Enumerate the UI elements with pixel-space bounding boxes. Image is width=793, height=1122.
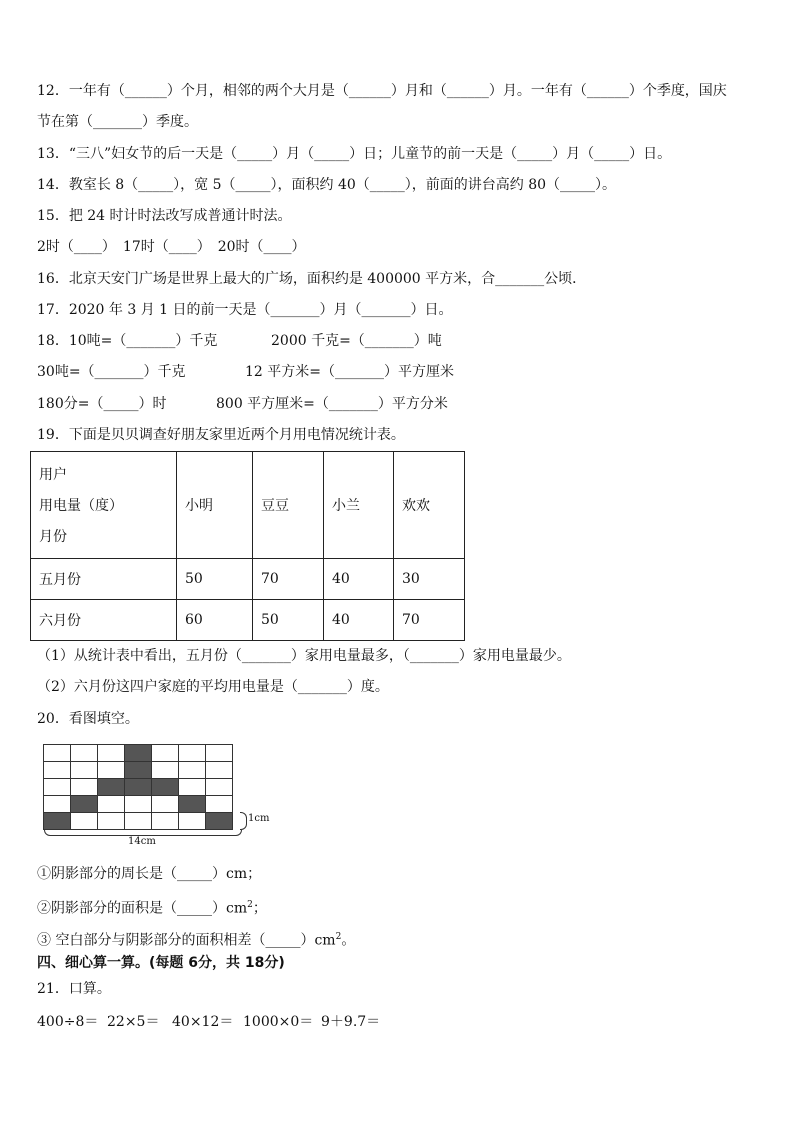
q15-items: 2时（____） 17时（____） 20时（____） [37, 239, 306, 255]
shaded-cell [205, 812, 233, 830]
blank-cell [178, 812, 206, 830]
cell-value: 70 [394, 600, 465, 641]
q20-sub3 [37, 928, 355, 950]
q21-title: 21．口算。 [37, 981, 111, 997]
table-row [31, 600, 465, 641]
q20-sub2 [37, 896, 267, 918]
blank-cell [97, 761, 125, 779]
q19-sub1: （1）从统计表中看出，五月份（_______）家用电量最多，（_______）家用电量最少。 [37, 648, 571, 664]
section-heading: 四、细心算一算。(每题 6分，共 18分) [37, 955, 285, 971]
height-bracket [240, 812, 247, 830]
blank-cell [151, 812, 179, 830]
table-corner-header [31, 452, 177, 559]
q20-sub3-text: ③ 空白部分与阴影部分的面积相差（_____）cm [37, 932, 336, 949]
cell-value: 50 [253, 600, 324, 641]
blank-cell [70, 778, 98, 796]
cell-value: 40 [324, 559, 394, 600]
shaded-cell [178, 795, 206, 813]
q21-item: 40×12＝ [172, 1014, 234, 1030]
blank-cell [205, 744, 233, 762]
table-row [31, 559, 465, 600]
q12-line1: 12．一年有（______）个月，相邻的两个大月是（______）月和（______）月。一年有（______）个季度，国庆 [37, 83, 727, 99]
blank-cell [70, 744, 98, 762]
electricity-table [30, 451, 465, 641]
superscript: 2 [335, 932, 342, 942]
blank-cell [151, 761, 179, 779]
cell-value: 70 [253, 559, 324, 600]
blank-cell [97, 744, 125, 762]
blank-cell [205, 795, 233, 813]
blank-cell [178, 761, 206, 779]
blank-cell [205, 778, 233, 796]
header-users: 用户 [39, 466, 67, 483]
shaded-cell [43, 812, 71, 830]
row-month: 五月份 [31, 559, 177, 600]
q17: 17．2020 年 3 月 1 日的前一天是（_______）月（_______）日。 [37, 302, 453, 318]
blank-cell [151, 795, 179, 813]
blank-cell [70, 812, 98, 830]
col-header-huanhuan: 欢欢 [394, 452, 465, 559]
row-month: 六月份 [31, 600, 177, 641]
q20-sub2-end: ； [252, 900, 267, 917]
q21-item: 22×5＝ [107, 1014, 160, 1030]
q12-line2: 节在第（_______）季度。 [37, 114, 198, 130]
shaded-cell [124, 744, 152, 762]
height-label: 1cm [248, 813, 270, 824]
superscript: 2 [247, 900, 253, 910]
cell-value: 50 [177, 559, 253, 600]
blank-cell [43, 795, 71, 813]
blank-cell [178, 744, 206, 762]
blank-cell [70, 761, 98, 779]
shaded-cell [70, 795, 98, 813]
blank-cell [124, 795, 152, 813]
col-header-doudou: 豆豆 [253, 452, 324, 559]
col-header-xiaoming: 小明 [177, 452, 253, 559]
blank-cell [205, 761, 233, 779]
q18-a: 18．10吨=（_______）千克 [37, 333, 218, 349]
q18-f: 800 平方厘米=（_______）平方分米 [216, 396, 448, 412]
header-month: 月份 [39, 528, 67, 545]
q14: 14．教室长 8（_____），宽 5（_____），面积约 40（_____），前面的讲台高约 80（_____）。 [37, 177, 617, 193]
q21-item: 9＋9.7＝ [321, 1014, 381, 1030]
q13: 13．“三八”妇女节的后一天是（_____）月（_____）日；儿童节的前一天是（_____）月（_____）日。 [37, 146, 672, 162]
q21-item: 400÷8＝ [37, 1014, 99, 1030]
cell-value: 30 [394, 559, 465, 600]
blank-cell [43, 761, 71, 779]
q20-sub2-text: ②阴影部分的面积是（_____）cm [37, 900, 248, 917]
col-header-xiaolan: 小兰 [324, 452, 394, 559]
q18-e: 180分=（_____）时 [37, 396, 167, 412]
q20-title: 20．看图填空。 [37, 711, 139, 727]
shaded-cell [124, 761, 152, 779]
blank-cell [151, 744, 179, 762]
q20-sub1: ①阴影部分的周长是（_____）cm； [37, 866, 262, 882]
blank-cell [97, 812, 125, 830]
blank-cell [178, 778, 206, 796]
blank-cell [124, 812, 152, 830]
shaded-cell [97, 778, 125, 796]
width-label: 14cm [128, 836, 156, 847]
shaded-cell [151, 778, 179, 796]
header-usage: 用电量（度） [39, 497, 123, 514]
cell-value: 60 [177, 600, 253, 641]
q15-title: 15．把 24 时计时法改写成普通计时法。 [37, 208, 292, 224]
q19-title: 19．下面是贝贝调查好朋友家里近两个月用电情况统计表。 [37, 427, 405, 443]
q18-b: 2000 千克=（_______）吨 [271, 333, 442, 349]
q19-sub2: （2）六月份这四户家庭的平均用电量是（_______）度。 [37, 679, 389, 695]
shaded-cell [124, 778, 152, 796]
q18-c: 30吨=（_______）千克 [37, 364, 186, 380]
blank-cell [43, 778, 71, 796]
cell-value: 40 [324, 600, 394, 641]
q18-d: 12 平方米=（_______）平方厘米 [245, 364, 454, 380]
q20-sub3-end: 。 [341, 932, 356, 949]
blank-cell [43, 744, 71, 762]
q16: 16．北京天安门广场是世界上最大的广场，面积约是 400000 平方米，合_______公顷． [37, 271, 587, 287]
blank-cell [97, 795, 125, 813]
q21-item: 1000×0＝ [243, 1014, 314, 1030]
